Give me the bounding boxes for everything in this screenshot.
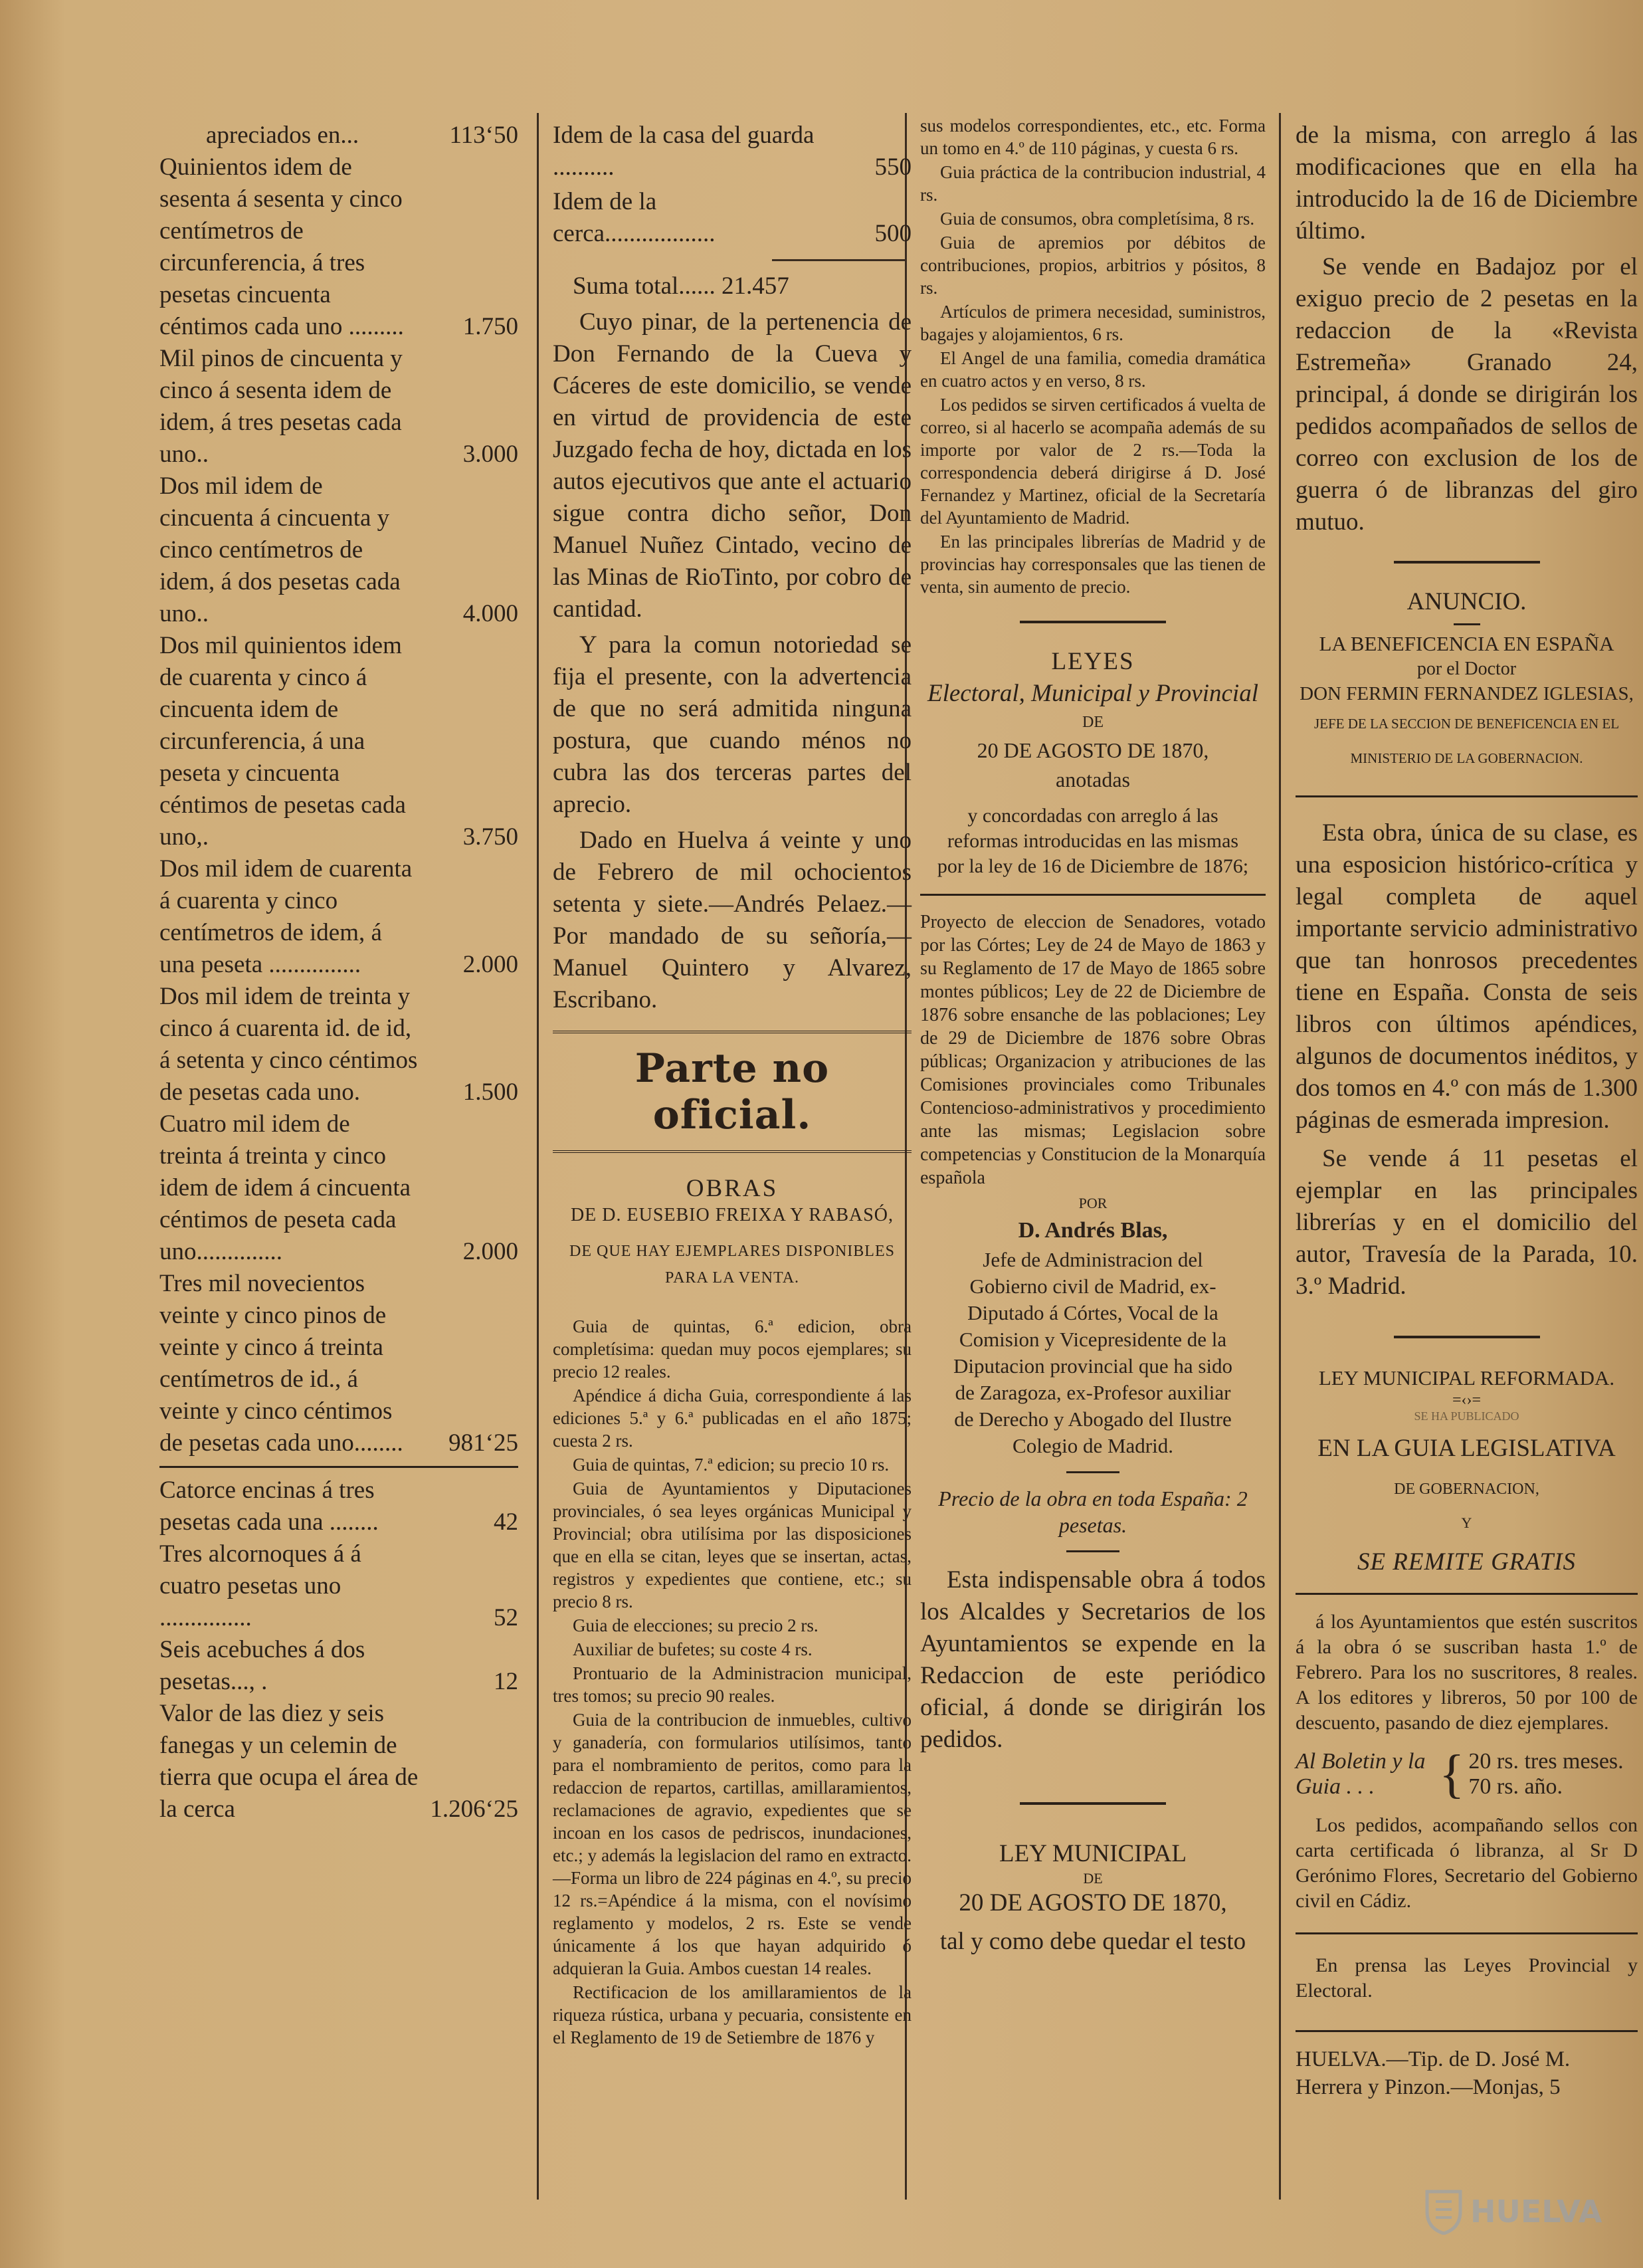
author-description: Jefe de Administracion del Gobierno civil de Madrid, ex-Diputado á Córtes, Vocal de la Comision y Vicepresidente de la Diputacion provincial que ha sido de Zaragoza, ex-Profesor auxiliar de Derecho y Abogado del Ilustre Colegio de Madrid. xyxy=(953,1248,1233,1457)
appraisal-description: Dos mil idem de treinta y cinco á cuarenta id. de id, á setenta y cinco céntimos de pesetas cada uno. xyxy=(159,983,418,1106)
ornament: =‹›= xyxy=(1452,1392,1482,1409)
section-title: Parte no oficial. xyxy=(553,1031,912,1153)
obras-item: Apéndice á dicha Guia, correspondiente á las ediciones 5.ª y 6.ª publicadas en el año 1875; cuesta 2 rs. xyxy=(553,1386,912,1451)
se-remite-gratis: SE REMITE GRATIS xyxy=(1357,1548,1577,1576)
boletin-price-1: 20 rs. tres meses. xyxy=(1468,1749,1624,1774)
appraisal-description: Dos mil idem de cincuenta á cincuenta y cinco centímetros de idem, á dos pesetas cada uno.. xyxy=(159,472,401,627)
ley-date: 20 DE AGOSTO DE 1870, xyxy=(959,1889,1227,1916)
doctor-name: DON FERMIN FERNANDEZ IGLESIAS, xyxy=(1300,683,1634,704)
por: POR xyxy=(1078,1195,1108,1211)
obras-title: OBRAS xyxy=(686,1175,779,1202)
paragraph: Se vende en Badajoz por el exiguo precio de 2 pesetas en la redaccion de la «Revista Estremeña» Granado 24, principal, á donde se dirigirán los pedidos acompañados de sellos de correo con exclusion de los de guerra ó de libranzas del giro mutuo. xyxy=(1296,253,1638,536)
paragraph: Se vende á 11 pesetas el ejemplar en las principales librerías y en el domicilio del autor, Travesía de la Parada, 10. 3.º Madrid. xyxy=(1296,1145,1638,1300)
obras-list xyxy=(553,1315,912,2049)
obras-item: Guia de Ayuntamientos y Diputaciones provinciales, ó sea leyes orgánicas Municipal y Provincial; obra utilísima por las disposiciones que en ella se citan, leyes que se insertan, actas, registros y expedientes que contiene, etc.; su precio 8 rs. xyxy=(553,1479,912,1611)
se-ha-publicado: SE HA PUBLICADO xyxy=(1414,1409,1519,1423)
appraisal-price: 52 xyxy=(494,1604,518,1631)
appraisal-price: 113‘50 xyxy=(449,122,518,149)
appraisal-price: 2.000 xyxy=(462,1238,518,1265)
casa-desc: Idem de la casa del guarda .......... xyxy=(553,122,815,181)
appraisal-description: apreciados en... xyxy=(206,122,359,149)
rule xyxy=(1394,561,1540,564)
appraisal-description: Dos mil quinientos idem de cuarenta y cinco á cincuenta idem de circunferencia, á una peseta y cincuenta céntimos de pesetas cada uno,. xyxy=(159,632,406,851)
works-item: Guia de apremios por débitos de contribuciones, propios, arbitrios y pósitos, 8 rs. xyxy=(920,233,1266,298)
ley-tail: tal y como debe quedar el testo xyxy=(939,1928,1246,1955)
column-4 xyxy=(1296,120,1638,2101)
appraisal-item xyxy=(159,981,518,1108)
price-note: Precio de la obra en toda España: 2 pesetas. xyxy=(938,1487,1248,1537)
appraisal-item xyxy=(159,630,518,853)
imprint: HUELVA.—Tip. de D. José M. Herrera y Pinzon.—Monjas, 5 xyxy=(1296,2047,1571,2099)
ley-de: DE xyxy=(1083,1870,1103,1887)
rule xyxy=(1296,1932,1638,1934)
works-item: Los pedidos se sirven certificados á vuelta de correo, si al hacerlo se acompaña además de su importe por valor de 2 rs.—Toda la correspondencia deberá dirigirse á D. José Fernandez y Martinez, oficial de la Secretaría del Ayuntamiento de Madrid. xyxy=(920,395,1266,528)
paragraph: Dado en Huelva á veinte y uno de Febrero de mil ochocientos setenta y siete.—Andrés Pelaez.—Por mandado de su señoría,—Manuel Quintero y Alvarez, Escribano. xyxy=(553,827,912,1013)
prensa-note: En prensa las Leyes Provincial y Electoral. xyxy=(1296,1954,1638,2002)
appraisal-description: Tres alcornoques á á cuatro pesetas uno ............... xyxy=(159,1540,361,1631)
por-doctor: por el Doctor xyxy=(1416,659,1517,679)
appraisal-item xyxy=(159,470,518,630)
leyes-body: Proyecto de eleccion de Senadores, votado por las Córtes; Ley de 24 de Mayo de 1863 y su Reglamento de 17 de Mayo de 1865 sobre montes públicos; Ley de 22 de Diciembre de 1876 sobre ensanche de las poblaciones; Ley de 29 de Diciembre de 1876 sobre Obras públicas; Organizacion y atribuciones de las Comisiones provinciales como Tribunales Contencioso-administrativos y procedimiento ante las mismas; Legislacion sobre competencias y Constitucion de la Monarquía española xyxy=(920,912,1266,1188)
rule xyxy=(1296,1593,1638,1595)
column-1 xyxy=(159,120,518,1825)
obras-item: Prontuario de la Administracion municipal, tres tomos; su precio 90 reales. xyxy=(553,1663,912,1706)
rule xyxy=(1020,621,1166,623)
appraisal-description: Mil pinos de cincuenta y cinco á sesenta idem de idem, á tres pesetas cada uno.. xyxy=(159,345,403,468)
obras-item: Auxiliar de bufetes; su coste 4 rs. xyxy=(573,1639,813,1659)
leyes-annotated: anotadas xyxy=(1056,768,1130,791)
obras-author: DE D. EUSEBIO FREIXA Y RABASÓ, xyxy=(570,1205,894,1225)
works-item: Guia de consumos, obra completísima, 8 rs. xyxy=(940,209,1255,229)
obras-sub: DE QUE HAY EJEMPLARES DISPONIBLES PARA LA VENTA. xyxy=(569,1243,895,1287)
paragraph: de la misma, con arreglo á las modificaciones que en ella ha introducido la de 16 de Diciembre último. xyxy=(1296,122,1638,245)
sum-rule xyxy=(772,259,905,261)
shield-icon xyxy=(1424,2188,1464,2235)
boletin-prices xyxy=(1468,1749,1623,1800)
ayuntamientos-note: á los Ayuntamientos que estén suscritos á la obra ó se suscriban hasta 1.º de Febrero. Para los no suscritores, 8 reales. A los editores y libreros, 50 por 100 de descuento, pasando de diez ejemplares. xyxy=(1296,1611,1638,1734)
rule xyxy=(1394,1336,1540,1338)
appraisal-price: 1.206‘25 xyxy=(430,1796,518,1823)
appraisal-item xyxy=(159,343,518,470)
appraisal-description: Dos mil idem de cuarenta á cuarenta y cinco centímetros de idem, á una peseta ............... xyxy=(159,855,413,978)
appraisal-price: 981‘25 xyxy=(448,1429,518,1457)
leyes-title: LEYES xyxy=(1051,648,1135,675)
cerca-row xyxy=(553,186,912,250)
author-name: D. Andrés Blas, xyxy=(1018,1218,1168,1243)
appraisal-item xyxy=(159,1268,518,1459)
appraisal-price: 4.000 xyxy=(462,600,518,627)
paragraph: Y para la comun notoriedad se fija el presente, con la advertencia de que no será admitida ninguna postura, que cuando ménos no cubra las dos terceras partes del aprecio. xyxy=(553,631,912,818)
appraisal-description: Seis acebuches á dos pesetas..., . xyxy=(159,1636,365,1695)
guia-legislativa: EN LA GUIA LEGISLATIVA xyxy=(1317,1435,1616,1462)
cerca-desc: Idem de la cerca.................. xyxy=(553,188,716,247)
works-list xyxy=(920,114,1266,598)
column-rule xyxy=(537,113,539,2200)
pedidos-note: Los pedidos, acompañando sellos con carta certificada ó libranza, al Sr D Gerónimo Flores, Secretario del Gobierno civil en Cádiz. xyxy=(1296,1814,1638,1912)
casa-price: 550 xyxy=(874,154,912,181)
ley-municipal-title: LEY MUNICIPAL xyxy=(999,1840,1187,1867)
appraisal-item xyxy=(159,853,518,981)
obras-item: Guia de quintas, 7.ª edicion; su precio 10 rs. xyxy=(573,1455,890,1475)
works-item: Guia práctica de la contribucion industrial, 4 rs. xyxy=(920,162,1266,205)
boletin-price-2: 70 rs. año. xyxy=(1468,1774,1563,1799)
rule xyxy=(1296,795,1638,797)
appraisal-price: 42 xyxy=(494,1508,518,1536)
appraisal-item xyxy=(159,1698,518,1825)
column-2 xyxy=(553,120,912,2050)
appraisal-price: 2.000 xyxy=(462,951,518,978)
obras-item: Guia de quintas, 6.ª edicion, obra completísima: quedan muy pocos ejemplares; su precio 12 reales. xyxy=(553,1316,912,1382)
cerca-price: 500 xyxy=(874,220,912,247)
watermark-text: HUELVA xyxy=(1470,2194,1602,2229)
appraisal-price: 12 xyxy=(494,1668,518,1695)
beneficencia-title: LA BENEFICENCIA EN ESPAÑA xyxy=(1319,632,1614,655)
works-item: En las principales librerías de Madrid y de provincias hay corresponsales que las tienen de venta, sin aumento de precio. xyxy=(920,532,1266,597)
paragraph: Esta obra, única de su clase, es una esposicion histórico-crítica y legal completa de aquel importante servicio administrativo que tan honrosos precedentes tiene en España. Consta de seis libros con últimos apéndices, algunos de documentos inéditos, y dos tomos en 4.º con más de 1.300 páginas de esmerada impresion. xyxy=(1296,819,1638,1134)
appraisal-item xyxy=(159,152,518,343)
de-gobernacion: DE GOBERNACION, xyxy=(1394,1481,1539,1498)
leyes-date: 20 DE AGOSTO DE 1870, xyxy=(977,738,1209,762)
appraisal-item xyxy=(159,120,518,152)
appraisal-price: 1.750 xyxy=(462,313,518,340)
rule xyxy=(159,1466,518,1468)
column-rule xyxy=(1279,113,1281,2200)
appraisal-price: 1.500 xyxy=(462,1079,518,1106)
y-conjunction: Y xyxy=(1461,1514,1472,1531)
rule xyxy=(1066,1471,1119,1473)
leyes-concordance: y concordadas con arreglo á las reformas introducidas en las mismas por la ley de 16 de Diciembre de 1876; xyxy=(937,805,1249,877)
rule xyxy=(1454,623,1480,625)
column-3 xyxy=(920,114,1266,1958)
obras-item: Guia de la contribucion de inmuebles, cultivo y ganadería, con formularios utilísimos, tanto para el nombramiento de peritos, como para la redaccion de repartos, cartillas, amillaramientos, reclamaciones de agravio, expedientes que se incoan en los casos de pedriscos, inundaciones, etc.; y además la legislacion del ramo en extracto.—Forma un libro de 224 páginas en 4.º, su precio 12 rs.=Apéndice á la misma, con el novísimo reglamento y modelos, 2 rs. Este se vende únicamente á los que hayan adquirido ó adquieran la Guia. Ambos cuestan 14 reales. xyxy=(553,1710,912,1978)
works-item: Artículos de primera necesidad, suministros, bagajes y alojamientos, 6 rs. xyxy=(920,302,1266,344)
sum-total: Suma total...... 21.457 xyxy=(573,272,789,300)
appraisal-description: Cuatro mil idem de treinta á treinta y cinco idem de idem á cincuenta céntimos de peseta cada uno.............. xyxy=(159,1110,411,1265)
casa-row xyxy=(553,120,912,183)
brace-glyph: { xyxy=(1439,1745,1465,1804)
boletin-label: Al Boletin y la Guia . . . xyxy=(1296,1749,1426,1799)
esta-obra: Esta indispensable obra á todos los Alcaldes y Secretarios de los Ayuntamientos se expende en la Redaccion de este periódico oficial, á donde se dirigirán los pedidos. xyxy=(920,1566,1266,1753)
appraisal-item xyxy=(159,1108,518,1268)
appraisal-item xyxy=(159,1475,518,1538)
ley-reformada-title: LEY MUNICIPAL REFORMADA. xyxy=(1318,1366,1615,1390)
rule xyxy=(920,894,1266,896)
rule xyxy=(1296,2030,1638,2032)
appraisal-description: Catorce encinas á tres pesetas cada una ........ xyxy=(159,1477,379,1536)
appraisal-price: 3.750 xyxy=(462,823,518,851)
obras-item: Rectificacion de los amillaramientos de la riqueza rústica, urbana y pecuaria, consistente en el Reglamento de 19 de Setiembre de 1876 y xyxy=(553,1982,912,2047)
jefe-title: JEFE DE LA SECCION DE BENEFICENCIA EN EL MINISTERIO DE LA GOBERNACION. xyxy=(1313,716,1620,766)
obras-item: Guia de elecciones; su precio 2 rs. xyxy=(573,1615,819,1635)
appraisal-list xyxy=(159,120,518,1825)
appraisal-item xyxy=(159,1538,518,1634)
paragraph: Cuyo pinar, de la pertenencia de Don Fernando de la Cueva y Cáceres de este domicilio, se vende en virtud de providencia de este Juzgado fecha de hoy, dictada en los autos ejecutivos que ante el actuario sigue contra dicho señor, Don Manuel Nuñez Cintado, vecino de las Minas de RioTinto, por cobro de cantidad. xyxy=(553,308,912,623)
appraisal-description: Quinientos idem de sesenta á sesenta y cinco centímetros de circunferencia, á tres pesetas cincuenta céntimos cada uno ......... xyxy=(159,154,404,340)
anuncio-title: ANUNCIO. xyxy=(1406,588,1527,615)
appraisal-description: Tres mil novecientos veinte y cinco pinos de veinte y cinco á treinta centímetros de id., á veinte y cinco céntimos de pesetas cada uno........ xyxy=(159,1270,403,1457)
works-item: El Angel de una familia, comedia dramática en cuatro actos y en verso, 8 rs. xyxy=(920,348,1266,391)
appraisal-price: 3.000 xyxy=(462,441,518,468)
archive-watermark xyxy=(1424,2182,1623,2241)
works-item: sus modelos correspondientes, etc., etc. Forma un tomo en 4.º de 110 páginas, y cuesta 6 rs. xyxy=(920,116,1266,158)
leyes-de: DE xyxy=(1082,714,1104,731)
leyes-subtitle: Electoral, Municipal y Provincial xyxy=(927,680,1258,707)
appraisal-item xyxy=(159,1634,518,1698)
appraisal-description: Valor de las diez y seis fanegas y un celemin de tierra que ocupa el área de la cerca xyxy=(159,1700,419,1823)
rule xyxy=(1066,1550,1119,1552)
rule xyxy=(1020,1802,1166,1805)
subscription-price xyxy=(1296,1745,1638,1804)
